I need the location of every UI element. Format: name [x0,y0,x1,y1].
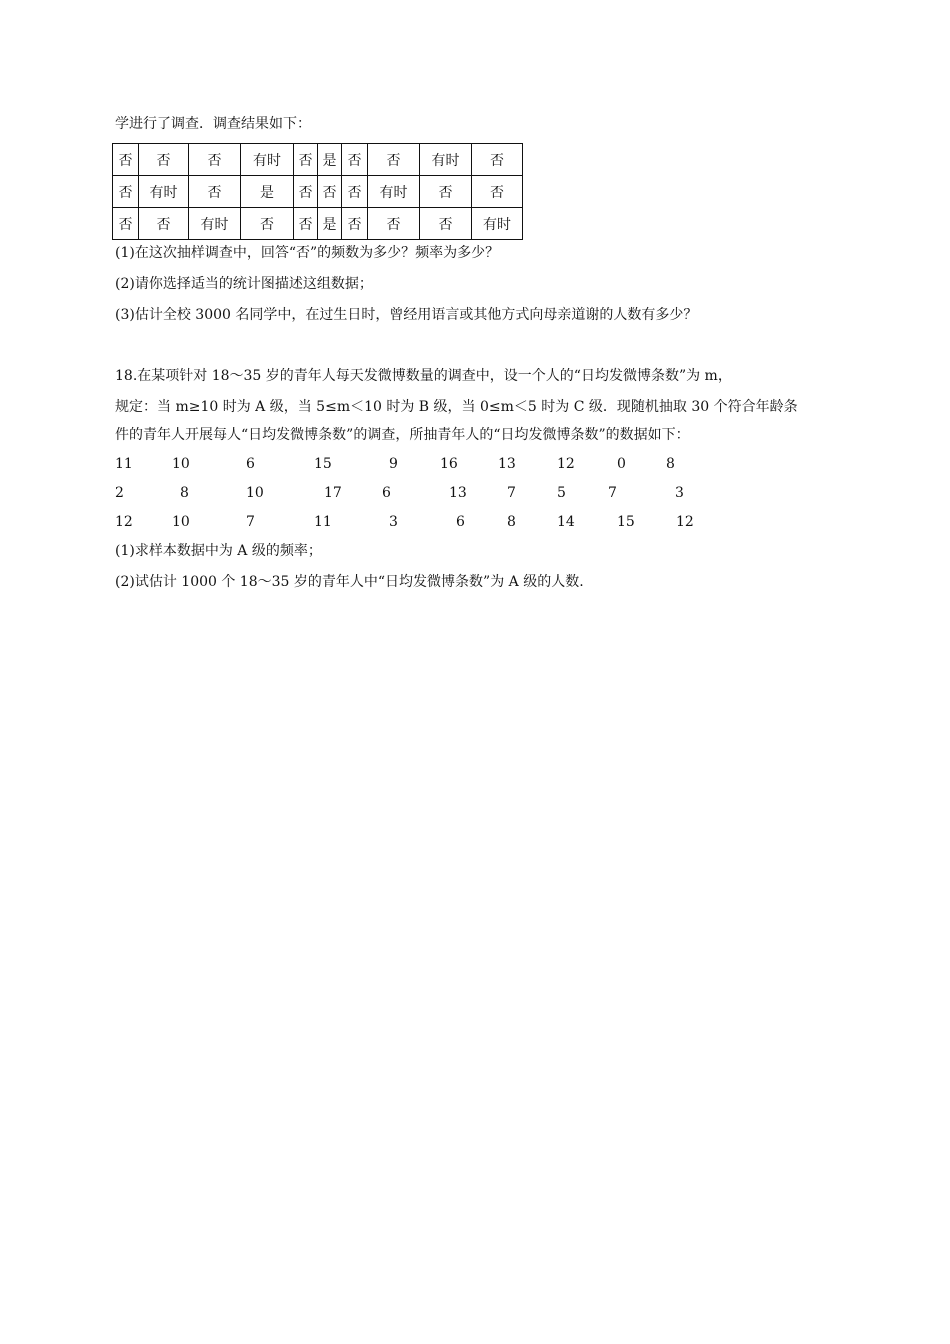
data-value: 2 [115,485,124,501]
data-value: 3 [675,485,684,501]
table-cell: 否 [139,144,189,176]
table-cell: 有时 [420,144,472,176]
intro-text: 学进行了调查．调查结果如下： [115,116,311,132]
table-row [113,176,523,208]
table-cell: 否 [342,176,368,208]
data-value: 8 [180,485,189,501]
table-cell: 有时 [189,208,241,240]
data-value: 11 [314,514,332,530]
table-cell: 否 [189,176,241,208]
data-value: 13 [449,485,467,501]
q18-subquestion-2: (2)试估计 1000 个 18～35 岁的青年人中“日均发微博条数”为 A 级的人数. [115,574,584,590]
data-value: 12 [676,514,694,530]
q17-subquestion-2: (2)请你选择适当的统计图描述这组数据； [115,276,373,292]
table-cell: 否 [294,144,318,176]
table-cell: 否 [318,176,342,208]
table-cell: 否 [472,144,523,176]
table-cell: 否 [420,208,472,240]
data-value: 7 [246,514,255,530]
table-cell: 否 [368,208,420,240]
data-value: 10 [246,485,264,501]
data-value: 15 [617,514,635,530]
table-cell: 是 [241,176,294,208]
table-cell: 否 [113,208,139,240]
table-cell: 否 [472,176,523,208]
table-cell: 否 [189,144,241,176]
data-value: 7 [608,485,617,501]
table-cell: 否 [294,176,318,208]
table-cell: 有时 [472,208,523,240]
data-value: 10 [172,514,190,530]
data-value: 6 [382,485,391,501]
q18-stem-line-2: 规定：当 m≥10 时为 A 级，当 5≤m＜10 时为 B 级，当 0≤m＜5 时为 C 级．现随机抽取 30 个符合年龄条 [115,399,798,415]
data-value: 11 [115,456,133,472]
data-value: 6 [456,514,465,530]
q17-subquestion-1: (1)在这次抽样调查中，回答“否”的频数为多少？频率为多少？ [115,245,500,261]
q17-subquestion-3: (3)估计全校 3000 名同学中，在过生日时，曾经用语言或其他方式向母亲道谢的人数有多少？ [115,307,698,323]
table-cell: 否 [342,208,368,240]
survey-table [112,143,523,240]
table-cell: 否 [420,176,472,208]
data-value: 8 [666,456,675,472]
data-value: 0 [617,456,626,472]
q18-stem-line-1: 18.在某项针对 18～35 岁的青年人每天发微博数量的调查中，设一个人的“日均发微博条数”为 m， [115,368,732,384]
data-value: 3 [389,514,398,530]
table-cell: 否 [113,176,139,208]
data-value: 12 [557,456,575,472]
table-cell: 有时 [139,176,189,208]
data-value: 8 [507,514,516,530]
data-value: 6 [246,456,255,472]
table-row [113,208,523,240]
data-value: 15 [314,456,332,472]
data-value: 14 [557,514,575,530]
table-cell: 否 [368,144,420,176]
data-value: 10 [172,456,190,472]
q18-data-row [0,512,950,532]
table-row [113,144,523,176]
q18-data-row [0,454,950,474]
data-value: 9 [389,456,398,472]
table-cell: 有时 [241,144,294,176]
q18-subquestion-1: (1)求样本数据中为 A 级的频率； [115,543,322,559]
data-value: 5 [557,485,566,501]
table-cell: 否 [241,208,294,240]
data-value: 12 [115,514,133,530]
data-value: 16 [440,456,458,472]
table-cell: 有时 [368,176,420,208]
q18-data-row [0,483,950,503]
data-value: 17 [324,485,342,501]
table-cell: 否 [139,208,189,240]
table-cell: 否 [294,208,318,240]
q18-stem-line-3: 件的青年人开展每人“日均发微博条数”的调查，所抽青年人的“日均发微博条数”的数据如下： [115,427,690,443]
data-value: 7 [507,485,516,501]
data-value: 13 [498,456,516,472]
table-cell: 否 [113,144,139,176]
table-cell: 否 [342,144,368,176]
table-cell: 是 [318,144,342,176]
table-cell: 是 [318,208,342,240]
